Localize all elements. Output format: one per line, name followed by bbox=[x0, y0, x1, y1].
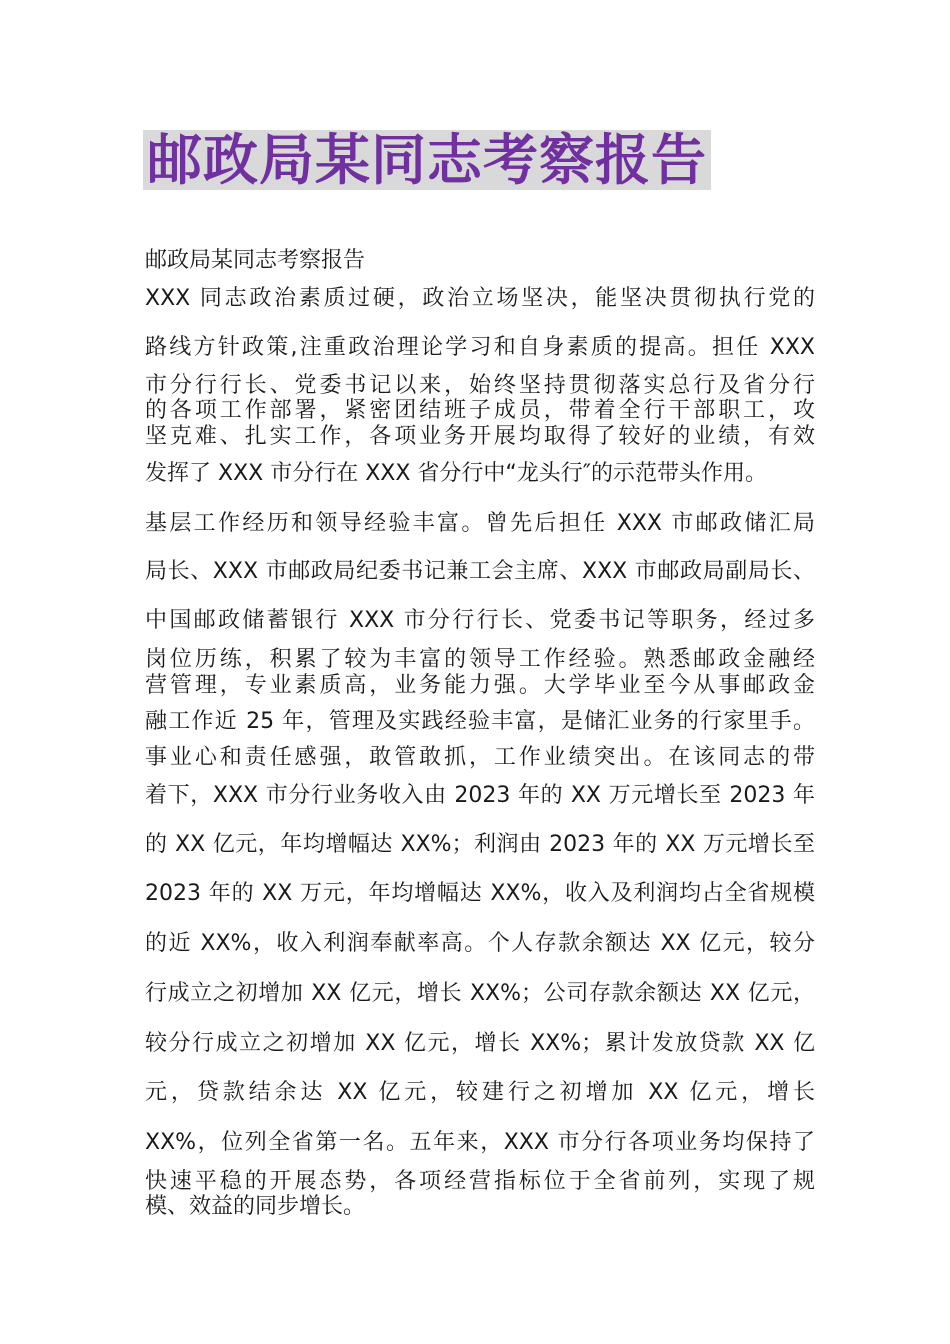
body-line: 基层工作经历和领导经验丰富。曾先后担任 XXX 市邮政储汇局 bbox=[145, 511, 815, 536]
document-subtitle: 邮政局某同志考察报告 bbox=[145, 248, 366, 273]
body-line: XXX 同志政治素质过硬，政治立场坚决，能坚决贯彻执行党的 bbox=[145, 286, 815, 311]
body-line: 岗位历练，积累了较为丰富的领导工作经验。熟悉邮政金融经 bbox=[145, 647, 815, 672]
body-line: 较分行成立之初增加 XX 亿元，增长 XX%；累计发放贷款 XX 亿 bbox=[145, 1031, 815, 1056]
body-line: 的各项工作部署，紧密团结班子成员，带着全行干部职工，攻 bbox=[145, 398, 815, 423]
body-line: 中国邮政储蓄银行 XXX 市分行行长、党委书记等职务，经过多 bbox=[145, 608, 815, 633]
body-line: 着下，XXX 市分行业务收入由 2023 年的 XX 万元增长至 2023 年 bbox=[145, 783, 815, 808]
title-highlight bbox=[143, 130, 711, 190]
body-line: 坚克难、扎实工作，各项业务开展均取得了较好的业绩，有效 bbox=[145, 424, 815, 449]
body-line: 2023 年的 XX 万元，年均增幅达 XX%，收入及利润均占全省规模 bbox=[145, 881, 815, 906]
body-line: 营管理，专业素质高，业务能力强。大学毕业至今从事邮政金 bbox=[145, 673, 815, 698]
document-title: 邮政局某同志考察报告 bbox=[147, 128, 708, 192]
body-line: 事业心和责任感强，敢管敢抓，工作业绩突出。在该同志的带 bbox=[145, 745, 815, 770]
body-line: 的近 XX%，收入利润奉献率高。个人存款余额达 XX 亿元，较分 bbox=[145, 931, 815, 956]
body-line: 的 XX 亿元，年均增幅达 XX%；利润由 2023 年的 XX 万元增长至 bbox=[145, 832, 815, 857]
body-line: XX%，位列全省第一名。五年来，XXX 市分行各项业务均保持了 bbox=[145, 1130, 815, 1155]
body-line: 元，贷款结余达 XX 亿元，较建行之初增加 XX 亿元，增长 bbox=[145, 1080, 815, 1105]
body-line: 融工作近 25 年，管理及实践经验丰富，是储汇业务的行家里手。 bbox=[145, 709, 815, 734]
body-line: 局长、XXX 市邮政局纪委书记兼工会主席、XXX 市邮政局副局长、 bbox=[145, 559, 815, 584]
body-line: 市分行行长、党委书记以来，始终坚持贯彻落实总行及省分行 bbox=[145, 373, 815, 398]
body-line: 模、效益的同步增长。 bbox=[145, 1194, 366, 1219]
body-line: 行成立之初增加 XX 亿元，增长 XX%；公司存款余额达 XX 亿元， bbox=[145, 981, 815, 1006]
body-line: 快速平稳的开展态势，各项经营指标位于全省前列，实现了规 bbox=[145, 1169, 815, 1194]
body-line: 发挥了 XXX 市分行在 XXX 省分行中“龙头行″的示范带头作用。 bbox=[145, 461, 768, 486]
body-line: 路线方针政策,注重政治理论学习和自身素质的提高。担任 XXX bbox=[145, 335, 815, 360]
